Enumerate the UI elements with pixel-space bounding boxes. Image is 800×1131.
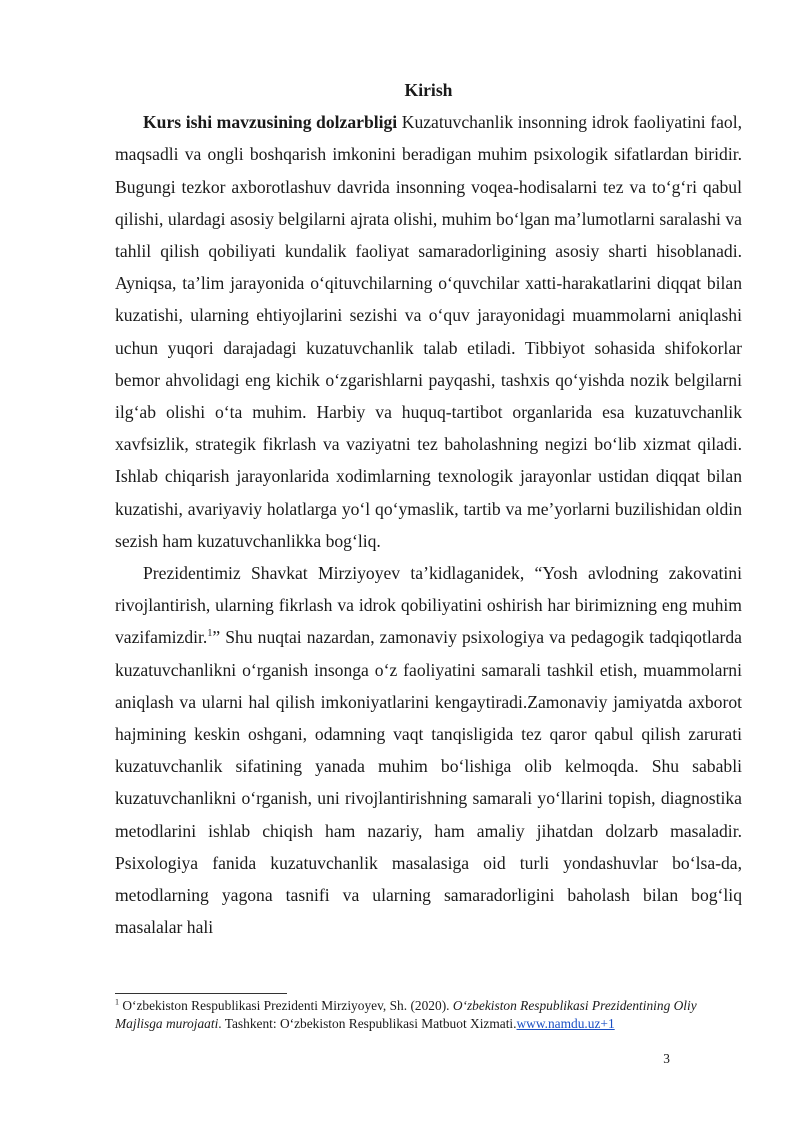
paragraph-1-text: Kuzatuvchanlik insonning idrok faoliyatini faol, maqsadli va ongli boshqarish imkonini beradigan muhim psixologik sifatlardan biridir. Bugungi tezkor axborotlashuv davrida insonning voqea-hodisalarni tez va to‘g‘ri qabul qilishi, ulardagi asosiy belgilarni ajrata olishi, muhim bo‘lgan ma’lumotlarni saralashi va tahlil qilish qobiliyati kundalik faoliyat samaradorligining asosiy sharti hisoblanadi. Ayniqsa, ta’lim jarayonida o‘qituvchilarning o‘quvchilar xatti-harakatlarini diqqat bilan kuzatishi, ularning ehtiyojlarini sezishi va o‘quv jarayonidagi muammolarni aniqlashi uchun yuqori darajadagi kuzatuvchanlik talab etiladi. Tibbiyot sohasida shifokorlar bemor ahvolidagi eng kichik o‘zgarishlarni payqashi, tashxis qo‘yishda nozik belgilarni ilg‘ab olishi o‘ta muhim. Harbiy va huquq-tartibot organlarida esa kuzatuvchanlik xavfsizlik, strategik fikrlash va vaziyatni tez baholashning negizi bo‘lib xizmat qiladi. Ishlab chiqarish jarayonlarida xodimlarning texnologik jarayonlar ustidan diqqat bilan kuzatishi, avariyaviy holatlarga yo‘l qo‘ymaslik, tartib va me’yorlarni buzilishidan oldin sezish ham kuzatuvchanlikka bog‘liq.	[115, 112, 742, 551]
footnote-separator	[115, 993, 287, 994]
paragraph-2-quote: Prezidentimiz Shavkat Mirziyoyev ta’kidlaganidek, “Yosh avlodning zakovatini rivojlantirish, ularning fikrlash va idrok qobiliyatini oshirish har birimizning eng muhim vazifamizdir.	[115, 563, 742, 648]
main-content	[115, 74, 742, 943]
footnote-marker: 1	[115, 997, 119, 1007]
section-title: Kirish	[404, 80, 453, 100]
page-number-row	[0, 1050, 670, 1068]
footnote-reference[interactable]: 1	[207, 628, 213, 640]
footnote-link[interactable]: www.namdu.uz+1	[516, 1015, 615, 1031]
paragraph-1-lead: Kurs ishi mavzusining dolzarbligi	[143, 112, 398, 133]
footnote	[115, 997, 715, 1032]
paragraph-2	[115, 557, 742, 943]
paragraph-1	[115, 106, 742, 557]
footnote-text: O‘zbekiston Respublikasi Prezidenti Mirziyoyev, Sh. (2020).	[119, 998, 453, 1013]
paragraph-2-text: ” Shu nuqtai nazardan, zamonaviy psixologiya va pedagogik tadqiqotlarda kuzatuvchanlikni o‘rganish insonga o‘z faoliyatini samarali tashkil etish, muammolarni aniqlash va ularni hal qilish imkoniyatlarini kengaytiradi.Zamonaviy jamiyatda axborot hajmining keskin oshgani, odamning vaqt tanqisligida tez qaror qabul qilish zarurati kuzatuvchanlik sifatining yanada muhim bo‘lishiga olib kelmoqda. Shu sababli kuzatuvchanlikni o‘rganish, uni rivojlantirishning samarali yo‘llarini topish, diagnostika metodlarini ishlab chiqish ham nazariy, ham amaliy jihatdan dolzarb masaladir. Psixologiya fanida kuzatuvchanlik masalasiga oid turli yondashuvlar bo‘lsa-da, metodlarning yagona tasnifi va ularning samaradorligini baholash bilan bog‘liq masalalar hali	[115, 627, 742, 938]
page-number: 3	[663, 1051, 670, 1066]
footnote-italic-title: O‘zbekiston Respublikasi Prezidentining Oliy Majlisga murojaati	[115, 998, 697, 1031]
footnote-text-end: . Tashkent: O‘zbekiston Respublikasi Matbuot Xizmati.	[218, 1015, 517, 1031]
